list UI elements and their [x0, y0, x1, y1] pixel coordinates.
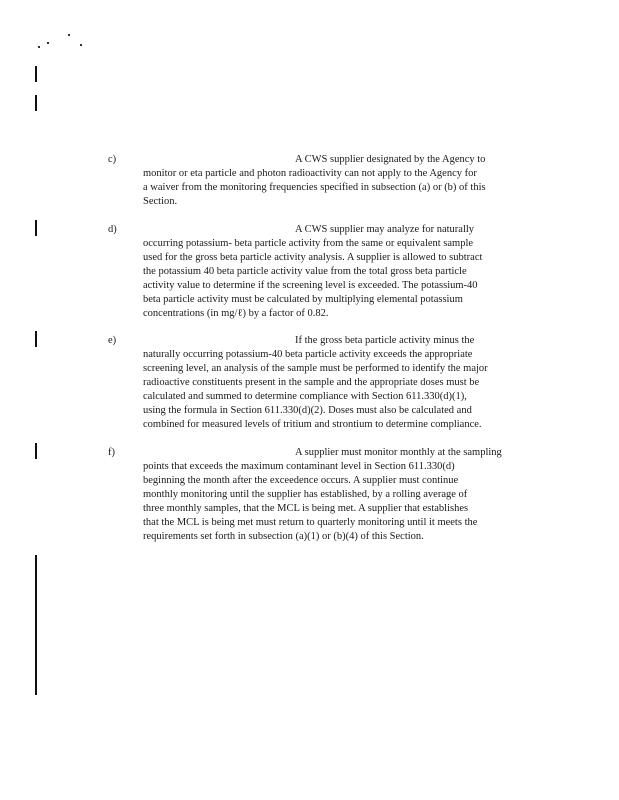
- scan-speck: [38, 46, 40, 48]
- text-line: that the MCL is being met must return to quarterly monitoring until it meets the: [143, 517, 478, 528]
- text-line: occurring potassium- beta particle activity from the same or equivalent sample: [143, 238, 474, 249]
- text-line: A CWS supplier may analyze for naturally: [295, 224, 475, 235]
- revision-bar: [35, 95, 37, 111]
- text-line: concentrations (in mg/ℓ) by a factor of 0.82.: [143, 308, 329, 319]
- text-line: If the gross beta particle activity minus the: [295, 335, 475, 346]
- section-e-text: [143, 334, 541, 432]
- text-line: the potassium 40 beta particle activity value from the total gross beta particle: [143, 266, 467, 277]
- text-line: screening level, an analysis of the sample must be performed to identify the major: [143, 363, 488, 374]
- revision-bar: [35, 443, 37, 459]
- revision-bar: [35, 66, 37, 82]
- section-c-marker: c): [108, 154, 117, 165]
- text-line: radioactive constituents present in the sample and the appropriate doses must be: [143, 377, 480, 388]
- text-line: a waiver from the monitoring frequencies specified in subsection (a) or (b) of this: [143, 182, 486, 193]
- text-line: monitor or eta particle and photon radioactivity can not apply to the Agency for: [143, 168, 477, 179]
- text-line: monthly monitoring until the supplier has established, by a rolling average of: [143, 489, 468, 500]
- text-line: points that exceeds the maximum contaminant level in Section 611.330(d): [143, 461, 455, 472]
- section-d-text: [143, 223, 541, 321]
- text-line: used for the gross beta particle activity analysis. A supplier is allowed to subtract: [143, 252, 483, 263]
- text-line: using the formula in Section 611.330(d)(2). Doses must also be calculated and: [143, 405, 472, 416]
- text-line: three monthly samples, that the MCL is being met. A supplier that establishes: [143, 503, 469, 514]
- revision-bar: [35, 331, 37, 347]
- text-line: beginning the month after the exceedence occurs. A supplier must continue: [143, 475, 459, 486]
- scan-speck: [68, 34, 70, 36]
- text-line: beta particle activity must be calculated by multiplying elemental potassium: [143, 294, 463, 305]
- revision-bar: [35, 555, 37, 695]
- scan-speck: [80, 44, 82, 46]
- text-line: Section.: [143, 196, 178, 207]
- text-line: A CWS supplier designated by the Agency to: [295, 154, 486, 165]
- text-line: A supplier must monitor monthly at the sampling: [295, 447, 502, 458]
- text-line: calculated and summed to determine compliance with Section 611.330(d)(1),: [143, 391, 467, 402]
- text-line: combined for measured levels of tritium and strontium to determine compliance.: [143, 419, 482, 430]
- section-f-marker: f): [108, 447, 115, 458]
- text-line: activity value to determine if the screening level is exceeded. The potassium-40: [143, 280, 478, 291]
- scan-speck: [47, 42, 49, 44]
- text-line: requirements set forth in subsection (a)(1) or (b)(4) of this Section.: [143, 531, 424, 542]
- revision-bar: [35, 220, 37, 236]
- text-line: naturally occurring potassium-40 beta particle activity exceeds the appropriate: [143, 349, 473, 360]
- section-c-text: [143, 153, 541, 209]
- section-d-marker: d): [108, 224, 117, 235]
- section-e-marker: e): [108, 335, 117, 346]
- section-f-text: [143, 446, 541, 544]
